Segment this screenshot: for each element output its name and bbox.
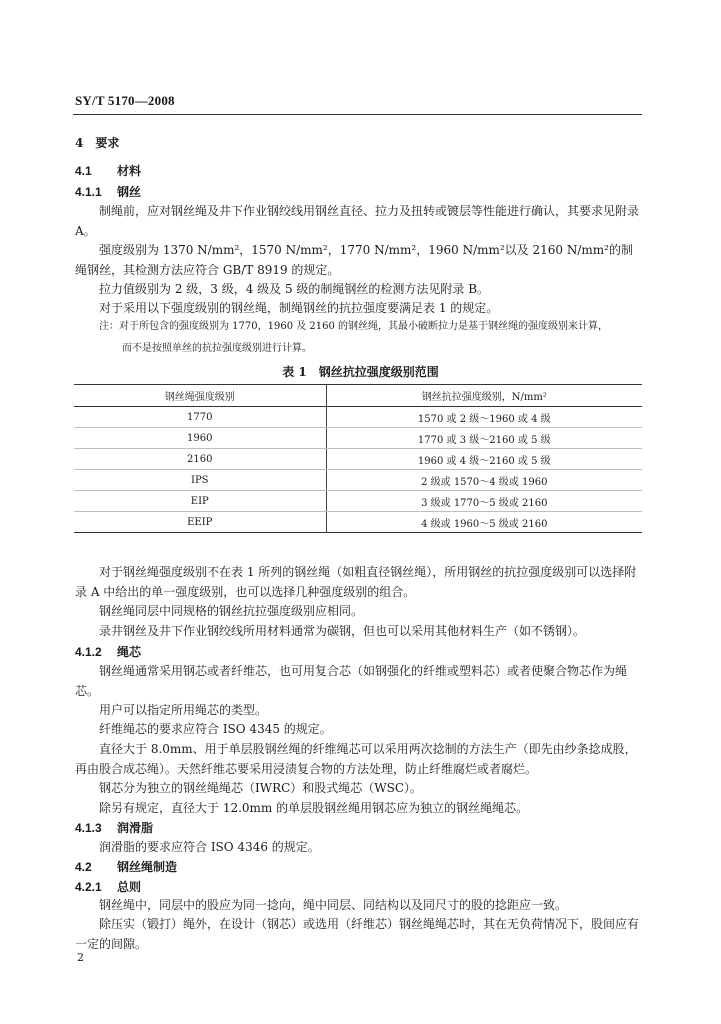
section-number: 4.1.3 (75, 821, 102, 835)
paragraph: 钢丝绳通常采用钢芯或者纤维芯，也可用复合芯（如钢强化的纤维或塑料芯）或者使聚合物芯作为绳芯。 (75, 664, 628, 698)
table-cell: EEIP (74, 512, 326, 533)
section-4-2-1-heading (75, 878, 141, 895)
table-row (74, 470, 642, 491)
section-4-1-3-heading (75, 819, 153, 836)
note-line: 注：对于所包含的强度级别为 1770，1960 及 2160 的钢丝绳，其最小破断拉力是基于钢丝绳的强度级别来计算， (99, 321, 609, 332)
paragraph: 钢丝绳中，同层中的股应为同一捻向，绳中同层、同结构以及同尺寸的股的捻距应一致。 (99, 898, 568, 912)
table-cell: 4 级或 1960～5 级或 2160 (326, 512, 642, 533)
paragraph: 录井钢丝及井下作业钢绞线所用材料通常为碳钢，但也可以采用其他材料生产（如不锈钢）。 (99, 624, 586, 638)
section-title: 绳芯 (117, 645, 142, 659)
table-cell: 3 级或 1770～5 级或 2160 (326, 491, 642, 512)
paragraph: 纤维绳芯的要求应符合 ISO 4345 的规定。 (99, 722, 332, 736)
table-row (74, 512, 642, 533)
paragraph: 除压实（锻打）绳外，在设计（钢芯）或选用（纤维芯）钢丝绳绳芯时，其在无负荷情况下，股间应有一定的间隙。 (75, 917, 640, 951)
section-title: 润滑脂 (117, 821, 154, 835)
paragraph: 对于采用以下强度级别的钢丝绳，制绳钢丝的抗拉强度要满足表 1 的规定。 (99, 301, 499, 315)
paragraph: 制绳前，应对钢丝绳及井下作业钢绞线用钢丝直径、拉力及扭转或镀层等性能进行确认，其要求见附录 A。 (75, 204, 640, 238)
table-header-row (74, 385, 642, 407)
table-cell: 1960 或 4 级～2160 或 5 级 (326, 449, 642, 470)
section-4-2-heading (75, 858, 177, 875)
section-4-1-heading (75, 162, 141, 179)
section-4-1-2-heading (75, 643, 141, 660)
tensile-grade-table (74, 384, 642, 533)
page-number: 2 (77, 951, 84, 964)
section-number: 4.1.2 (75, 645, 102, 659)
table-row (74, 407, 642, 428)
paragraph: 强度级别为 1370 N/mm²，1570 N/mm²，1770 N/mm²，1960 N/mm²以及 2160 N/mm²的制绳钢丝，其检测方法应符合 GB/T 8919 的规定。 (75, 243, 633, 277)
paragraph: 除另有规定，直径大于 12.0mm 的单层股钢丝绳用钢芯应为独立的钢丝绳绳芯。 (99, 801, 529, 815)
section-title: 钢丝 (117, 185, 142, 199)
table-cell: 1770 或 3 级～2160 或 5 级 (326, 428, 642, 449)
section-title: 总则 (117, 880, 142, 894)
section-number: 4.1.1 (75, 185, 102, 199)
section-title: 钢丝绳制造 (117, 860, 178, 874)
table-caption: 表 1 钢丝抗拉强度级别范围 (282, 365, 439, 379)
paragraph: 对于钢丝绳强度级别不在表 1 所列的钢丝绳（如粗直径钢丝绳），所用钢丝的抗拉强度级别可以选择附录 A 中给出的单一强度级别，也可以选择几种强度级别的组合。 (75, 565, 637, 599)
table-cell: 1770 (74, 407, 326, 428)
header-rule (73, 114, 642, 115)
paragraph: 钢芯分为独立的钢丝绳绳芯（IWRC）和股式绳芯（WSC）。 (99, 781, 423, 795)
table-cell: EIP (74, 491, 326, 512)
section-title: 材料 (117, 164, 142, 178)
note-continuation: 而不是按照单丝的抗拉强度级别进行计算。 (122, 343, 312, 354)
table-cell: 2160 (74, 449, 326, 470)
paragraph: 直径大于 8.0mm、用于单层股钢丝绳的纤维绳芯可以采用两次捻制的方法生产（即先由纱条捻成股，再由股合成芯绳）。天然纤维芯要采用浸渍复合物的方法处理，防止纤维腐烂或者腐烂。 (75, 742, 637, 776)
column-header: 钢丝抗拉强度级别，N/mm² (326, 385, 642, 407)
table-cell: 1960 (74, 428, 326, 449)
table-row (74, 491, 642, 512)
table-row (74, 449, 642, 470)
paragraph: 润滑脂的要求应符合 ISO 4346 的规定。 (99, 840, 320, 854)
paragraph: 拉力值级别为 2 级，3 级，4 级及 5 级的制绳钢丝的检测方法见附录 B。 (99, 282, 490, 296)
column-header: 钢丝绳强度级别 (74, 385, 326, 407)
section-4-1-1-heading (75, 183, 141, 200)
section-4-heading: 4 要求 (75, 136, 120, 150)
table-row (74, 428, 642, 449)
table-cell: 1570 或 2 级～1960 或 4 级 (326, 407, 642, 428)
standard-code: SY/T 5170—2008 (75, 93, 175, 108)
table-cell: IPS (74, 470, 326, 491)
table-cell: 2 级或 1570～4 级或 1960 (326, 470, 642, 491)
paragraph: 钢丝绳同层中同规格的钢丝抗拉强度级别应相同。 (99, 604, 364, 618)
section-number: 4.1 (75, 164, 92, 178)
paragraph: 用户可以指定所用绳芯的类型。 (99, 703, 268, 717)
section-number: 4.2.1 (75, 880, 102, 894)
section-number: 4.2 (75, 860, 92, 874)
